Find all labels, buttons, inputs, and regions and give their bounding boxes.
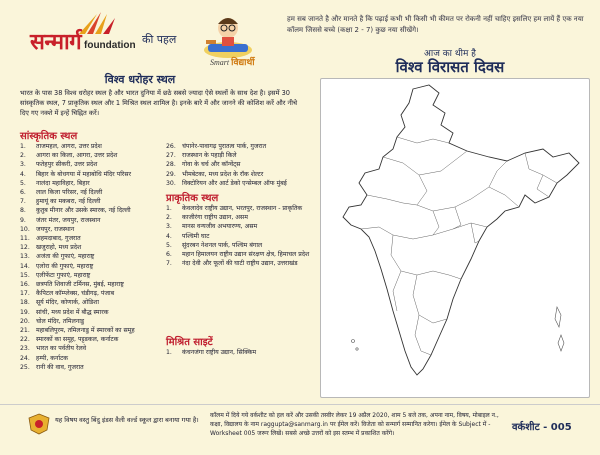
india-outline-map <box>321 79 591 399</box>
smart-label-text: Smart <box>210 58 230 67</box>
list-item: 20. चोल मंदिर, तमिलनाडु <box>20 317 85 325</box>
list-item: 21. महाबलिपुरम, तमिलनाडु में स्मारकों का समूह <box>20 327 135 335</box>
heritage-title: विश्व धरोहर स्थल <box>104 73 176 86</box>
sunburst-icon <box>75 12 119 34</box>
heritage-section <box>20 72 310 371</box>
list-item: 4. पश्चिमी घाट <box>166 232 210 240</box>
list-item: 6. लाल किला परिसर, नई दिल्ली <box>20 189 103 197</box>
footer-instructions: कॉलम में दिये गये वर्कशीट को हल करें और उसकी तस्वीर लेकर 19 अप्रैल 2020, शाम 5 बजे तक, अपना नाम, विषय, मोबाइल न., कक्षा, विद्यालय के नाम raggupta@sanmarg.in पर ईमेल करें। विजेता को सन्मार्ग सम्मानित करेगा। ईमेल के Subject में - Worksheet 005 जरूर लिखें। सबसे अच्छे उत्तरों को इस स्तम्भ में प्रकाशित करेंगे। <box>210 412 499 437</box>
list-item: 28. गोवा के चर्च और कॉन्वेंट्स <box>166 161 241 169</box>
list-item: 23. भारत का पर्वतीय रेलवे <box>20 345 87 353</box>
list-item: 26. चंपानेर-पावागढ़ पुरातत्व पार्क, गुजरात <box>166 143 267 150</box>
list-item: 13. अजंता की गुफाएं, महाराष्ट्र <box>20 253 95 261</box>
list-item: 3. फतेहपुर सीकरी, उत्तर प्रदेश <box>20 161 98 169</box>
natural-title: प्राकृतिक स्थल <box>166 193 219 204</box>
list-item: 22. स्मारकों का समूह, पट्टडकल, कर्नाटक <box>20 336 119 344</box>
list-item: 3. मानस वन्यजीव अभयारण्य, असम <box>166 223 258 231</box>
list-item: 11. अहमदाबाद, गुजरात <box>20 235 81 243</box>
india-map-box <box>320 78 590 398</box>
heritage-description: भारत के पास 38 विश्व धरोहर स्थल है और भारत दुनिया में छठे सबसे ज्यादा ऐसे स्थलों के साथ देश है। इसमें 30 सांस्कृतिक स्थल, 7 प्राकृतिक स्थल और 1 मिश्रित स्थल शामिल है। इनके बारे में और जानने की कोशिश करें और नीचे दिए गए नक्शे में इन्हें चिह्नित करें। <box>20 89 298 117</box>
theme-title: विश्व विरासत दिवस <box>395 58 505 76</box>
cultural-title: सांस्कृतिक स्थल <box>20 131 78 142</box>
school-badge-icon <box>28 413 50 435</box>
cultural-list-col2 <box>166 142 287 188</box>
list-item: 17. कैपिटल कॉम्प्लेक्स, चंडीगढ़, पंजाब <box>20 290 115 298</box>
ki-pahal-text: की पहल <box>142 33 177 46</box>
list-item: 9. जंतर मंतर, जयपुर, राजस्थान <box>20 216 101 224</box>
list-item: 2. काजीरंगा राष्ट्रीय उद्यान, असम <box>166 214 248 222</box>
list-item: 29. भीमबेटका, मध्य प्रदेश के रॉक शेल्टर <box>166 170 264 178</box>
footer <box>0 404 600 455</box>
worksheet-number: वर्कशीट - 005 <box>512 422 572 433</box>
list-item: 14. एलोरा की गुफाएं, महाराष्ट्र <box>20 262 94 270</box>
list-item: 24. हम्पी, कर्नाटक <box>20 354 68 362</box>
smart-vidyarthi-label <box>210 55 255 68</box>
list-item: 7. नंदा देवी और फूलों की घाटी राष्ट्रीय उद्यान, उत्तराखंड <box>166 260 298 268</box>
list-item: 7. हुमायूं का मकबरा, नई दिल्ली <box>20 198 101 206</box>
list-item: 15. एलीफेंटा गुफाएं, महाराष्ट्र <box>20 271 91 279</box>
list-item: 2. आगरा का किला, आगरा, उत्तर प्रदेश <box>20 152 118 160</box>
list-item: 4. बिहार के बोधगया में महाबोधि मंदिर परिसर <box>20 170 132 178</box>
list-item: 25. रानी की वाव, गुजरात <box>20 363 84 371</box>
natural-list <box>166 204 310 268</box>
list-item: 1. कंचनजंगा राष्ट्रीय उद्यान, सिक्किम <box>166 349 257 356</box>
list-item: 1. ताजमहल, आगरा, उत्तर प्रदेश <box>20 143 102 150</box>
list-item: 16. छत्रपति शिवाजी टर्मिनस, मुंबई, महाराष्ट्र <box>20 281 124 289</box>
vidyarthi-brand: विद्यार्थी <box>231 57 255 67</box>
mixed-title: मिश्रित साइटें <box>166 337 213 348</box>
theme-subtitle: आज का थीम है <box>424 49 476 59</box>
list-item: 10. जयपुर, राजस्थान <box>20 225 75 233</box>
list-item: 27. राजस्थान के पहाड़ी किले <box>166 152 237 160</box>
list-item: 18. सूर्य मंदिर, कोणार्क, ओडिशा <box>20 299 99 307</box>
cultural-list-col1 <box>20 142 135 372</box>
sanmarg-logo <box>30 12 140 55</box>
island-groups <box>352 307 565 351</box>
india-border <box>343 85 579 375</box>
list-item: 5. सुंदरबन नेशनल पार्क, पश्चिम बंगाल <box>166 241 263 249</box>
list-item: 19. सांची, मध्य प्रदेश में बौद्ध स्मारक <box>20 308 109 316</box>
list-item: 5. नालंदा महाविहार, बिहार <box>20 179 90 187</box>
list-item: 12. खजुराहो, मध्य प्रदेश <box>20 244 82 252</box>
mixed-list <box>166 348 256 357</box>
logo-wordmark: सन्मार्ग <box>30 29 82 55</box>
list-item: 6. महान हिमालयन राष्ट्रीय उद्यान संरक्षण क्षेत्र, हिमाचल प्रदेश <box>166 251 310 259</box>
logo-foundation: foundation <box>84 40 136 51</box>
list-item: 8. कुतुब मीनार और उसके स्मारक, नई दिल्ली <box>20 207 131 215</box>
list-item: 30. विक्टोरियन और आर्ट डेको एन्सेम्बल ऑफ मुंबई <box>166 179 287 187</box>
list-item: 1. केवलादेव राष्ट्रीय उद्यान, भरतपुर, राजस्थान - प्राकृतिक <box>166 205 303 212</box>
footer-credit: यह विषय वस्तु बिंदु इंडस वैली वर्ल्ड स्कूल द्वारा बनाया गया है। <box>55 416 199 424</box>
intro-text: हम सब जानते है और मानते है कि पढ़ाई कभी भी किसी भी कीमत पर रोकनी नहीं चाहिए इसलिए हम लायें हैं एक नया कॉलम जिससे बच्चे (कक्षा 2 - 7) कुछ नया सीखेंगे। <box>287 15 584 34</box>
